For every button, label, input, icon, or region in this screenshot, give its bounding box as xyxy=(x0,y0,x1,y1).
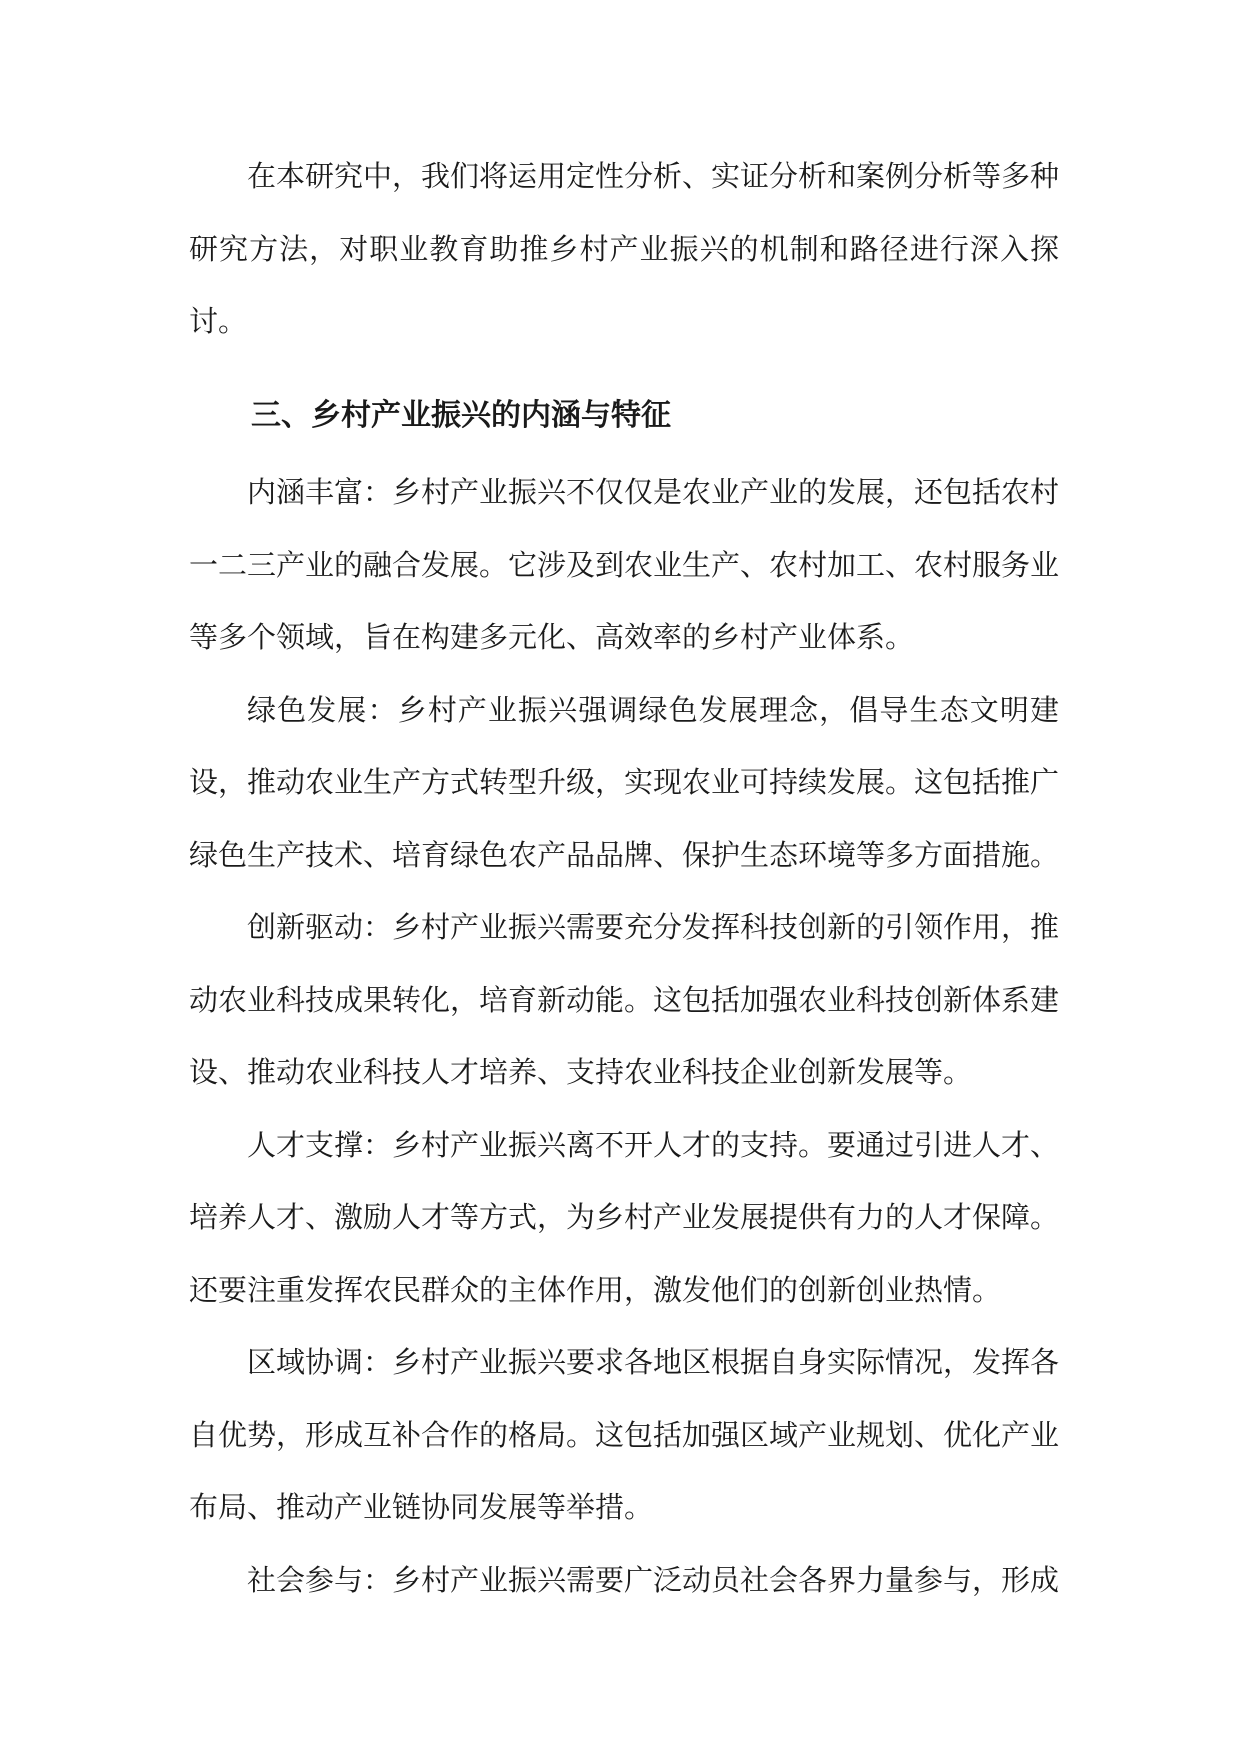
document-body xyxy=(189,140,1059,1616)
paragraph-connotation: 内涵丰富：乡村产业振兴不仅仅是农业产业的发展，还包括农村一二三产业的融合发展。它涉及到农业生产、农村加工、农村服务业等多个领域，旨在构建多元化、高效率的乡村产业体系。 xyxy=(189,475,1060,654)
paragraph-talent-support: 人才支撑：乡村产业振兴离不开人才的支持。要通过引进人才、培养人才、激励人才等方式，为乡村产业发展提供有力的人才保障。还要注重发挥农民群众的主体作用，激发他们的创新创业热情。 xyxy=(189,1127,1060,1307)
intro-paragraph: 在本研究中，我们将运用定性分析、实证分析和案例分析等多种研究方法，对职业教育助推乡村产业振兴的机制和路径进行深入探讨。 xyxy=(189,159,1060,338)
section-heading: 三、乡村产业振兴的内涵与特征 xyxy=(251,397,671,433)
paragraph-green-development: 绿色发展：乡村产业振兴强调绿色发展理念，倡导生态文明建设，推动农业生产方式转型升级，实现农业可持续发展。这包括推广绿色生产技术、培育绿色农产品品牌、保护生态环境等多方面措施。 xyxy=(189,692,1060,872)
paragraph-social-participation: 社会参与：乡村产业振兴需要广泛动员社会各界力量参与，形成 xyxy=(247,1562,1060,1597)
heading-spacer xyxy=(189,358,1059,380)
paragraph-regional-coordination: 区域协调：乡村产业振兴要求各地区根据自身实际情况，发挥各自优势，形成互补合作的格局。这包括加强区域产业规划、优化产业布局、推动产业链协同发展等举措。 xyxy=(189,1345,1060,1524)
paragraph-innovation-driven: 创新驱动：乡村产业振兴需要充分发挥科技创新的引领作用，推动农业科技成果转化，培育新动能。这包括加强农业科技创新体系建设、推动农业科技人才培养、支持农业科技企业创新发展等。 xyxy=(189,910,1060,1089)
